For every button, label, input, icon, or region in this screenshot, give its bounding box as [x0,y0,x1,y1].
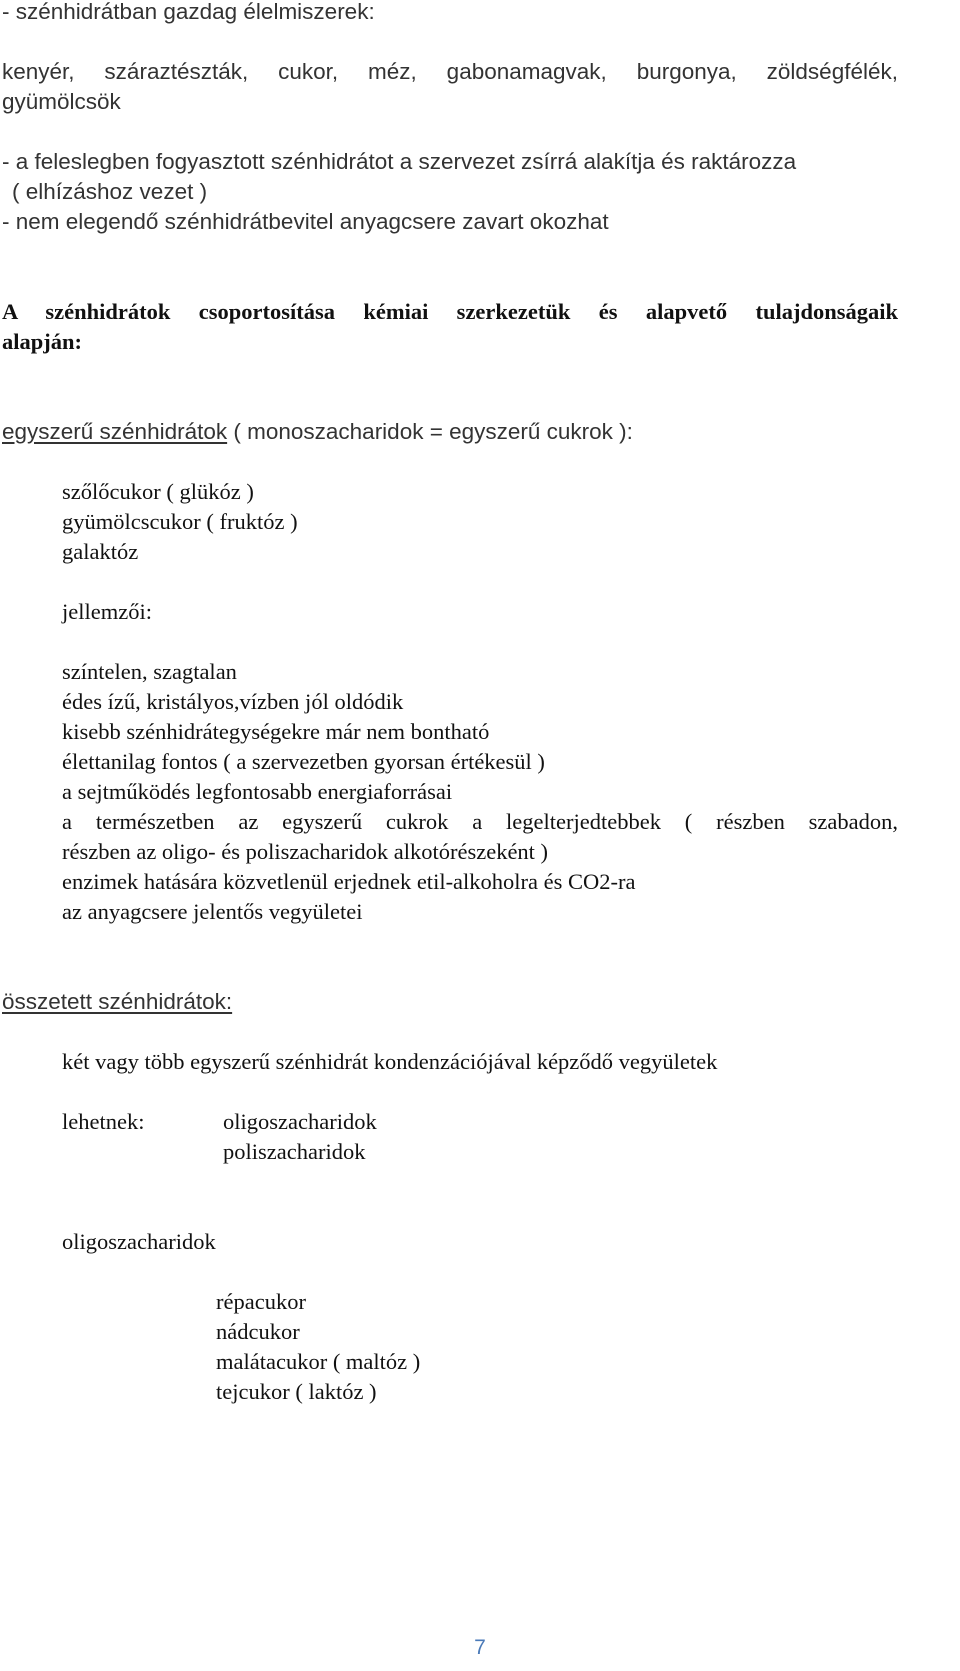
property-item: enzimek hatására közvetlenül erjednek etil-alkoholra és CO2-ra [62,869,636,894]
oligo-item: malátacukor ( maltóz ) [216,1349,421,1374]
oligosaccharides-heading: oligoszacharidok [62,1229,216,1254]
page-number: 7 [474,1636,486,1659]
deficiency-note: - nem elegendő szénhidrátbevitel anyagcsere zavart okozhat [2,209,609,234]
excess-note-line-2: ( elhízáshoz vezet ) [12,179,208,204]
classification-title-line-2: alapján: [2,329,83,354]
oligo-item: tejcukor ( laktóz ) [216,1379,377,1404]
simple-carbs-heading [2,417,633,447]
property-item: részben az oligo- és poliszacharidok alkotórészeként ) [62,839,549,864]
property-item: élettanilag fontos ( a szervezetben gyorsan értékesül ) [62,749,545,774]
food-list-line-2: gyümölcsök [2,89,121,114]
oligo-item: répacukor [216,1289,306,1314]
simple-carbs-heading-rest: ( monoszacharidok = egyszerű cukrok ): [227,419,633,444]
type-item: oligoszacharidok [223,1109,377,1134]
compound-carbs-heading: összetett szénhidrátok: [2,989,233,1014]
type-item: poliszacharidok [223,1139,366,1164]
types-label: lehetnek: [62,1109,145,1134]
simple-item: galaktóz [62,539,139,564]
property-item: édes ízű, kristályos,vízben jól oldódik [62,689,404,714]
simple-item: gyümölcscukor ( fruktóz ) [62,509,298,534]
properties-label: jellemzői: [62,599,152,624]
oligo-item: nádcukor [216,1319,300,1344]
food-heading: - szénhidrátban gazdag élelmiszerek: [2,0,375,24]
property-item: az anyagcsere jelentős vegyületei [62,899,363,924]
property-item: a természetben az egyszerű cukrok a legelterjedtebbek ( részben szabadon, [62,809,898,834]
food-list-line-1: kenyér, száraztészták, cukor, méz, gabonamagvak, burgonya, zöldségfélék, [2,59,898,84]
property-item: színtelen, szagtalan [62,659,237,684]
property-item: kisebb szénhidrátegységekre már nem bontható [62,719,490,744]
classification-title-line-1: A szénhidrátok csoportosítása kémiai szerkezetük és alapvető tulajdonságaik [2,299,898,324]
simple-item: szőlőcukor ( glükóz ) [62,479,254,504]
property-item: a sejtműködés legfontosabb energiaforrásai [62,779,453,804]
excess-note-line-1: - a feleslegben fogyasztott szénhidrátot a szervezet zsírrá alakítja és raktározza [2,149,797,174]
compound-definition: két vagy több egyszerű szénhidrát kondenzációjával képződő vegyületek [62,1049,718,1074]
simple-carbs-heading-underlined: egyszerű szénhidrátok [2,419,228,444]
